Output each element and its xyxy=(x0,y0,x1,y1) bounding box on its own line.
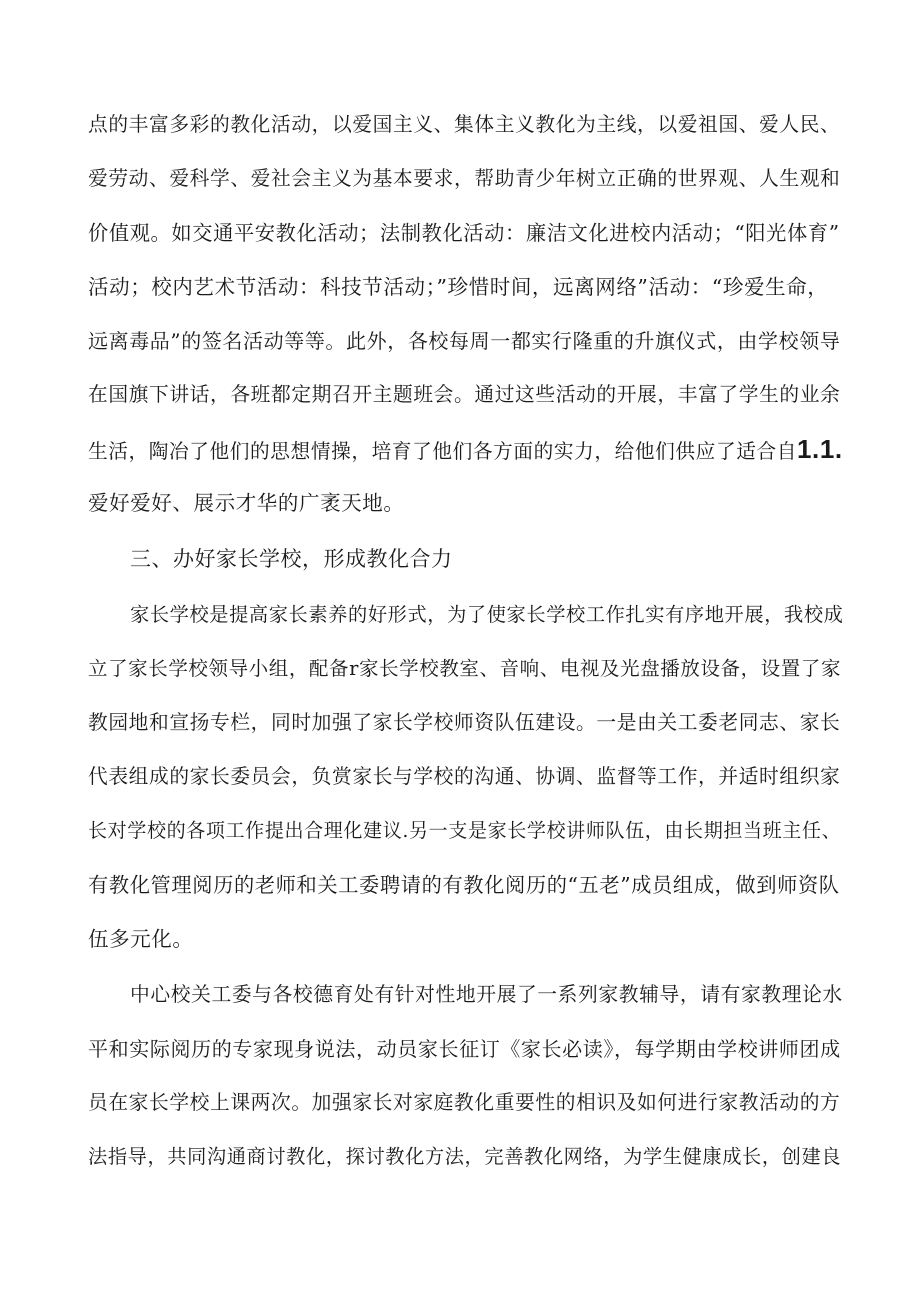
inline-number: 1.1. xyxy=(796,434,843,464)
paragraph-line: 点的丰富多彩的教化活动，以爱国主义、集体主义教化为主线，以爱祖国、爱人民、 xyxy=(88,113,841,136)
paragraph-line: 爱好爱好、展示才华的广袤天地。 xyxy=(88,491,405,515)
paragraph-line: 中心校关工委与各校德育处有针对性地开展了一系列家教辅导，请有家教理论水 xyxy=(130,983,843,1006)
paragraph-line: 活动；校内艺术节活动：科技节活动；”珍惜时间，远离网络”活动：“珍爱生命， xyxy=(88,275,829,299)
paragraph-line: 爱劳动、爱科学、爱社会主义为基本要求，帮助青少年树立正确的世界观、人生观和 xyxy=(88,167,841,190)
paragraph-line-with-number xyxy=(88,434,843,467)
paragraph-line: 在国旗下讲话，各班都定期召开主题班会。通过这些活动的开展，丰富了学生的业余 xyxy=(88,383,841,406)
paragraph-line: 远离毒品”的签名活动等等。此外，各校每周一都实行隆重的升旗仪式，由学校领导 xyxy=(88,329,841,353)
paragraph-line: 伍多元化。 xyxy=(88,927,194,951)
paragraph-line: 员在家长学校上课两次。加强家长对家庭教化重要性的相识及如何进行家教活动的方 xyxy=(88,1091,841,1114)
paragraph-line: 法指导，共同沟通商讨教化，探讨教化方法，完善教化网络，为学生健康成长，创建良 xyxy=(88,1145,842,1168)
paragraph-line: 代表组成的家长委员会，负赏家长与学校的沟通、协调、监督等工作，并适时组织家 xyxy=(88,765,841,788)
paragraph-line: 教园地和宣扬专栏，同时加强了家长学校师资队伍建设。一是由关工委老同志、家长 xyxy=(88,711,841,734)
section-heading: 三、办好家长学校，形成教化合力 xyxy=(130,547,453,571)
paragraph-line: 价值观。如交通平安教化活动；法制教化活动：廉洁文化进校内活动；“阳光体育” xyxy=(88,221,840,245)
paragraph-line: 长对学校的各项工作提出合理化建议.另一支是家长学校讲师队伍，由长期担当班主任、 xyxy=(88,820,842,842)
paragraph-line-text: 生活，陶冶了他们的思想情操，培育了他们各方面的实力，给他们供应了适合自 xyxy=(88,440,797,463)
paragraph-line: 有教化管理阅历的老师和关工委聘请的有教化阅历的“五老”成员组成，做到师资队 xyxy=(88,873,840,897)
paragraph-line: 立了家长学校领导小组，配备r家长学校教室、音响、电视及光盘播放设备，设置了家 xyxy=(88,657,842,680)
paragraph-line: 平和实际阅历的专家现身说法，动员家长征订《家长必读》，每学期由学校讲师团成 xyxy=(88,1037,841,1061)
paragraph-line: 家长学校是提高家长素养的好形式，为了使家长学校工作扎实有序地开展，我校成 xyxy=(130,603,844,626)
